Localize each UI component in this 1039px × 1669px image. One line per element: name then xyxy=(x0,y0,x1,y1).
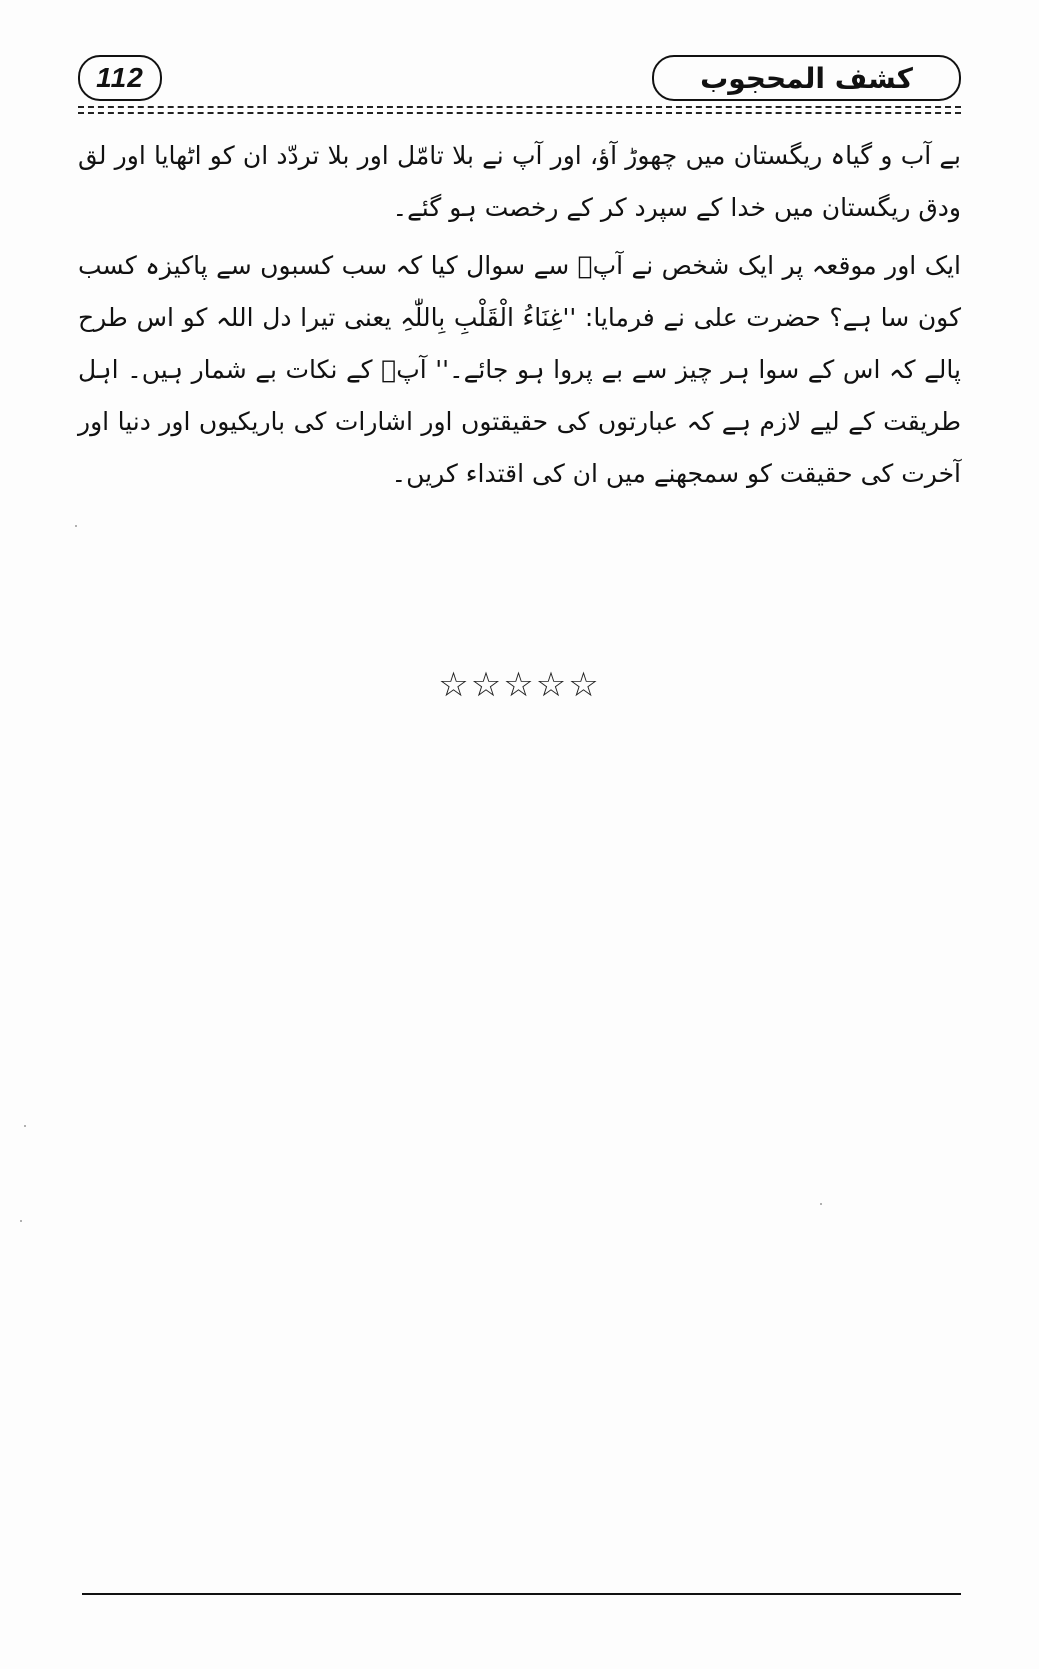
scan-speck xyxy=(820,1203,822,1205)
paragraph-2: ایک اور موقعہ پر ایک شخص نے آپؓ سے سوال کیا کہ سب کسبوں سے پاکیزہ کسب کون سا ہے؟ حضرت علی نے فرمایا: ''غِنَاءُ الْقَلْبِ بِاللّٰہِ یعنی تیرا دل اللہ کو اس طرح پالے کہ اس کے سوا ہر چیز سے بے پروا ہو جائے۔'' آپؓ کے نکات بے شمار ہیں۔ اہل طریقت کے لیے لازم ہے کہ عبارتوں کی حقیقتوں اور اشارات کی باریکیوں اور دنیا اور آخرت کی حقیقت کو سمجھنے میں ان کی اقتداء کریں۔ xyxy=(78,251,961,488)
footer-rule xyxy=(82,1593,961,1595)
paragraph-1: بے آب و گیاہ ریگستان میں چھوڑ آؤ، اور آپ نے بلا تامّل اور بلا تردّد ان کو اٹھایا اور لق ودق ریگستان میں خدا کے سپرد کر کے رخصت ہو گئے۔ xyxy=(78,141,961,222)
running-header-title: كشف المحجوب xyxy=(652,55,961,101)
page-number: 112 xyxy=(78,55,162,101)
body-text xyxy=(78,130,961,500)
scan-speck xyxy=(75,525,77,527)
scan-speck xyxy=(20,1220,22,1222)
section-separator-stars: ☆☆☆☆☆ xyxy=(438,665,601,705)
header-divider-bottom xyxy=(78,112,961,114)
header-divider-top xyxy=(78,106,961,108)
scan-speck xyxy=(24,1125,26,1127)
